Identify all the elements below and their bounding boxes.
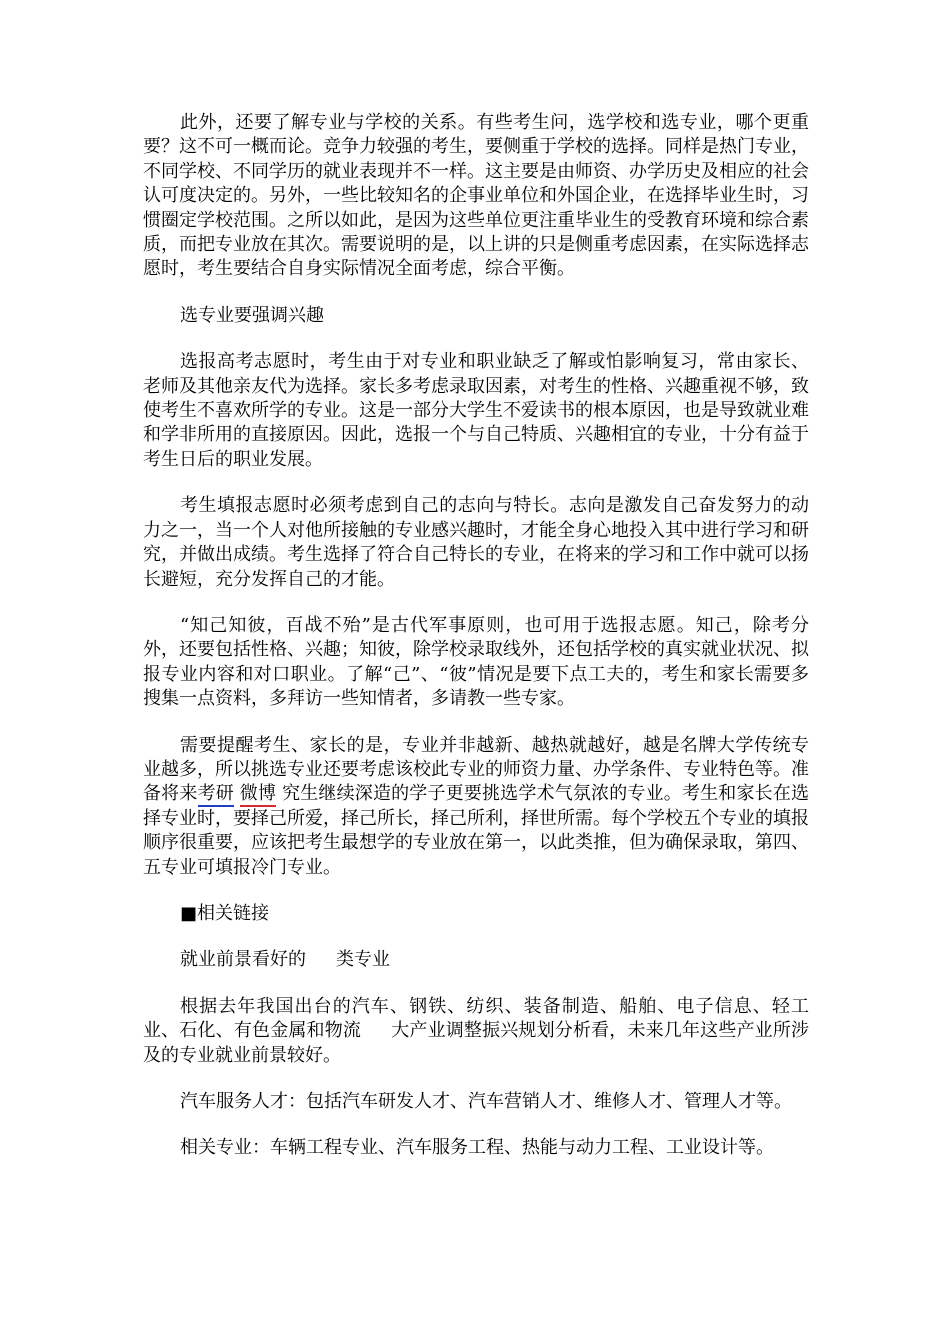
good-prospect-text-1: 就业前景看好的 [180, 949, 306, 971]
good-prospect-majors-heading [143, 948, 809, 972]
document-body [143, 111, 809, 1183]
paragraph-parent-choice: 选报高考志愿时，考生由于对专业和职业缺乏了解或怕影响复习，常由家长、老师及其他亲友代为选择。家长多考虑录取因素，对考生的性格、兴趣重视不够，致使考生不喜欢所学的专业。这是一部分大学生不爱读书的根本原因，也是导致就业难和学非所用的直接原因。因此，选报一个与自己特质、兴趣相宜的专业，十分有益于考生日后的职业发展。 [143, 351, 809, 470]
paragraph-auto-service-talent: 汽车服务人才：包括汽车研发人才、汽车营销人才、维修人才、管理人才等。 [180, 1091, 792, 1112]
paragraph-school-vs-major: 此外，还要了解专业与学校的关系。有些考生问，选学校和选专业，哪个更重要？这不可一概而论。竞争力较强的考生，要侧重于学校的选择。同样是热门专业，不同学校、不同学历的就业表现并不一样。这主要是由师资、办学历史及相应的社会认可度决定的。另外，一些比较知名的企事业单位和外国企业，在选择毕业生时，习惯圈定学校范围。之所以如此，是因为这些单位更注重毕业生的受教育环境和综合素质，而把专业放在其次。需要说明的是，以上讲的只是侧重考虑因素，在实际选择志愿时，考生要结合自身实际情况全面考虑，综合平衡。 [143, 112, 809, 280]
paragraph-ambition-strength: 考生填报志愿时必须考虑到自己的志向与特长。志向是激发自己奋发努力的动力之一，当一个人对他所接触的专业感兴趣时，才能全身心地投入其中进行学习和研究，并做出成绩。考生选择了符合自己特长的专业，在将来的学习和工作中就可以扬长避短，充分发挥自己的才能。 [143, 495, 809, 590]
paragraph-reminder-text-1: 需要提醒考生、家长的是，专业并非越新、越热就越好，越是名牌大学传统专业越多，所以挑选专业还要考虑该校此专业的师资力量、办学条件、专业特色等。准备将来 [143, 734, 809, 805]
industry-plans-text-2: 大产业调整振兴规划分析看，未来几年这些产业所涉及的专业就业前景较好。 [143, 1020, 810, 1066]
industry-plans-text-1: 根据去年我国出台的汽车、钢铁、纺织、装备制造、船舶、电子信息、轻工业、石化、有色金属和物流 [143, 995, 809, 1042]
paragraph-reminder [143, 734, 809, 880]
related-links-heading: ■相关链接 [180, 902, 270, 924]
link-weibo[interactable]: 微博 [240, 783, 276, 807]
paragraph-know-yourself: “知己知彼，百战不殆”是古代军事原则，也可用于选报志愿。知己，除考分外，还要包括性格、兴趣；知彼，除学校录取线外，还包括学校的真实就业状况、拟报专业内容和对口职业。了解“己”、“彼”情况是要下点工夫的，考生和家长需要多搜集一点资料，多拜访一些知情者，多请教一些专家。 [143, 614, 809, 710]
good-prospect-text-2: 类专业 [336, 949, 390, 971]
section-heading-interest: 选专业要强调兴趣 [180, 304, 324, 326]
paragraph-related-majors: 相关专业：车辆工程专业、汽车服务工程、热能与动力工程、工业设计等。 [180, 1137, 774, 1159]
paragraph-industry-plans [143, 995, 809, 1068]
paragraph-reminder-text-2: 究生继续深造的学子更要挑选学术气氛浓的专业。考生和家长在选择专业时，要择己所爱，择己所长，择己所利，择世所需。每个学校五个专业的填报顺序很重要，应该把考生最想学的专业放在第一，以此类推，但为确保录取，第四、五专业可填报冷门专业。 [143, 783, 810, 878]
link-kaoyan[interactable]: 考研 [198, 783, 234, 807]
